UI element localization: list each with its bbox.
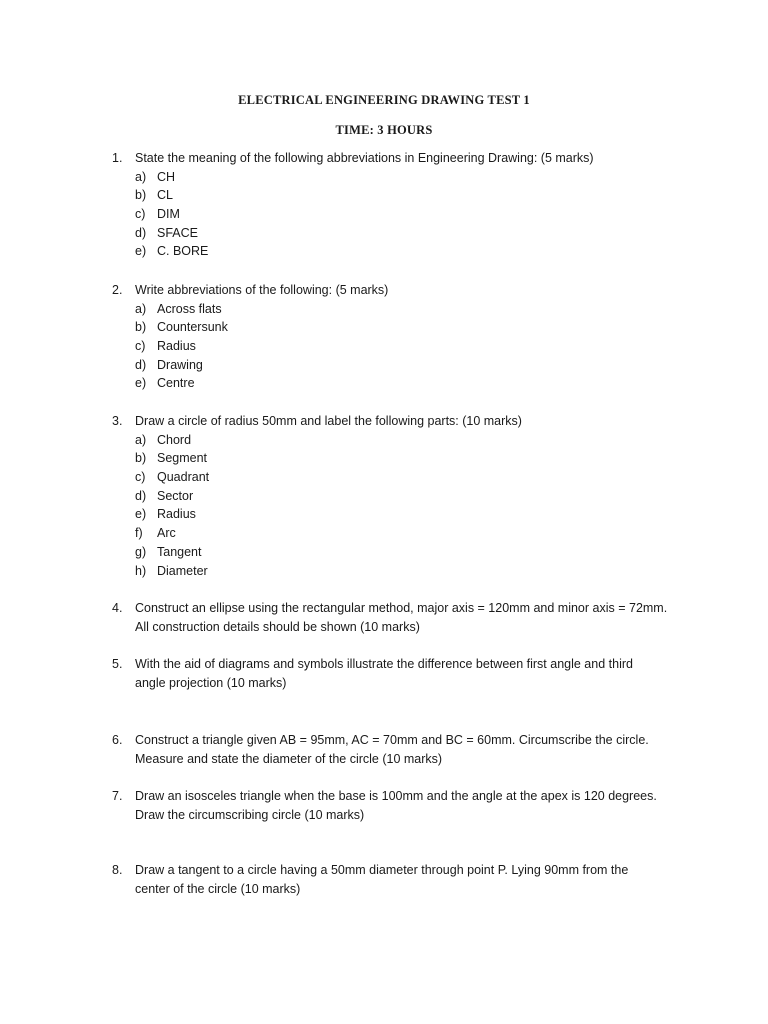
sub-item-label: f) bbox=[135, 526, 143, 541]
sub-item bbox=[135, 374, 388, 393]
question-number: 3. bbox=[112, 414, 123, 428]
sub-item bbox=[135, 562, 522, 581]
time-allowed: TIME: 3 HOURS bbox=[335, 123, 433, 137]
sub-item bbox=[135, 318, 388, 337]
sub-item-label: d) bbox=[135, 225, 147, 240]
question-text bbox=[135, 412, 522, 431]
sub-item-label: c) bbox=[135, 470, 146, 485]
sub-item bbox=[135, 449, 522, 468]
sub-item bbox=[135, 524, 522, 543]
question-text-line: Write abbreviations of the following: (5 marks) bbox=[135, 283, 389, 297]
sub-item bbox=[135, 468, 522, 487]
sub-item bbox=[135, 505, 522, 524]
sub-item-text: C. BORE bbox=[157, 244, 209, 259]
sub-item bbox=[135, 186, 594, 205]
sub-item-label: d) bbox=[135, 357, 147, 372]
question-text-line: angle projection (10 marks) bbox=[135, 675, 287, 690]
question-text-line: All construction details should be shown (10 marks) bbox=[135, 619, 420, 634]
sub-item-label: a) bbox=[135, 301, 147, 316]
sub-item bbox=[135, 242, 594, 261]
sub-item-label: a) bbox=[135, 432, 147, 447]
sub-item-text: Across flats bbox=[157, 301, 222, 316]
sub-item-label: b) bbox=[135, 451, 147, 466]
question-text bbox=[135, 787, 657, 824]
question-number: 5. bbox=[112, 657, 123, 671]
question-4 bbox=[112, 599, 667, 636]
sub-item bbox=[135, 337, 388, 356]
sub-item bbox=[135, 487, 522, 506]
question-number: 2. bbox=[112, 283, 123, 297]
sub-item-text: DIM bbox=[157, 207, 180, 222]
question-text-line: Construct an ellipse using the rectangular method, major axis = 120mm and minor axis = 72mm. bbox=[135, 601, 668, 615]
sub-item-label: e) bbox=[135, 244, 147, 259]
sub-item-text: Tangent bbox=[157, 544, 202, 559]
question-text-line: Measure and state the diameter of the circle (10 marks) bbox=[135, 751, 443, 766]
question-text bbox=[135, 149, 594, 168]
sub-item-text: Quadrant bbox=[157, 470, 210, 485]
question-number: 7. bbox=[112, 789, 123, 803]
sub-item-text: Diameter bbox=[157, 563, 208, 578]
sub-item-label: e) bbox=[135, 376, 147, 391]
question-text bbox=[135, 599, 667, 636]
sub-item-text: Drawing bbox=[157, 357, 203, 372]
question-text-line: center of the circle (10 marks) bbox=[135, 881, 301, 896]
question-text-line: Draw a tangent to a circle having a 50mm diameter through point P. Lying 90mm from the bbox=[135, 863, 629, 877]
sub-item bbox=[135, 431, 522, 450]
sub-item-text: Countersunk bbox=[157, 320, 228, 335]
question-1 bbox=[112, 149, 594, 261]
sub-item bbox=[135, 224, 594, 243]
question-text bbox=[135, 731, 649, 768]
sub-item-text: CL bbox=[157, 188, 173, 203]
question-text-line: With the aid of diagrams and symbols illustrate the difference between first angle and third bbox=[135, 657, 633, 671]
sub-item-label: c) bbox=[135, 339, 146, 354]
sub-item bbox=[135, 356, 388, 375]
sub-item-label: g) bbox=[135, 544, 147, 559]
sub-item-list bbox=[135, 431, 522, 581]
question-3 bbox=[112, 412, 522, 580]
sub-item-text: Sector bbox=[157, 488, 194, 503]
sub-item-list bbox=[135, 168, 594, 261]
sub-item bbox=[135, 300, 388, 319]
sub-item bbox=[135, 168, 594, 187]
sub-item-text: CH bbox=[157, 169, 176, 184]
question-6 bbox=[112, 731, 649, 768]
sub-item-text: Chord bbox=[157, 432, 192, 447]
sub-item bbox=[135, 543, 522, 562]
sub-item-label: b) bbox=[135, 320, 147, 335]
sub-item-text: SFACE bbox=[157, 225, 198, 240]
sub-item-text: Arc bbox=[157, 526, 176, 541]
sub-item-text: Centre bbox=[157, 376, 195, 391]
page-title: ELECTRICAL ENGINEERING DRAWING TEST 1 bbox=[238, 93, 530, 107]
question-8 bbox=[112, 861, 628, 898]
sub-item bbox=[135, 205, 594, 224]
question-number: 1. bbox=[112, 151, 123, 165]
sub-item-label: b) bbox=[135, 188, 147, 203]
sub-item-list bbox=[135, 300, 388, 393]
question-text-line: State the meaning of the following abbreviations in Engineering Drawing: (5 marks) bbox=[135, 151, 594, 165]
sub-item-text: Radius bbox=[157, 507, 196, 522]
sub-item-label: a) bbox=[135, 169, 147, 184]
question-text bbox=[135, 861, 628, 898]
question-2 bbox=[112, 281, 388, 393]
question-7 bbox=[112, 787, 657, 824]
question-text-line: Draw a circle of radius 50mm and label the following parts: (10 marks) bbox=[135, 414, 522, 428]
sub-item-text: Radius bbox=[157, 339, 196, 354]
sub-item-label: e) bbox=[135, 507, 147, 522]
sub-item-label: h) bbox=[135, 563, 147, 578]
question-text-line: Construct a triangle given AB = 95mm, AC = 70mm and BC = 60mm. Circumscribe the circle. bbox=[135, 733, 649, 747]
question-text bbox=[135, 281, 388, 300]
question-number: 4. bbox=[112, 601, 123, 615]
question-5 bbox=[112, 655, 633, 692]
question-text bbox=[135, 655, 633, 692]
sub-item-text: Segment bbox=[157, 451, 208, 466]
question-text-line: Draw the circumscribing circle (10 marks) bbox=[135, 807, 365, 822]
sub-item-label: d) bbox=[135, 488, 147, 503]
question-text-line: Draw an isosceles triangle when the base is 100mm and the angle at the apex is 120 degrees. bbox=[135, 789, 657, 803]
question-number: 8. bbox=[112, 863, 123, 877]
sub-item-label: c) bbox=[135, 207, 146, 222]
question-number: 6. bbox=[112, 733, 123, 747]
